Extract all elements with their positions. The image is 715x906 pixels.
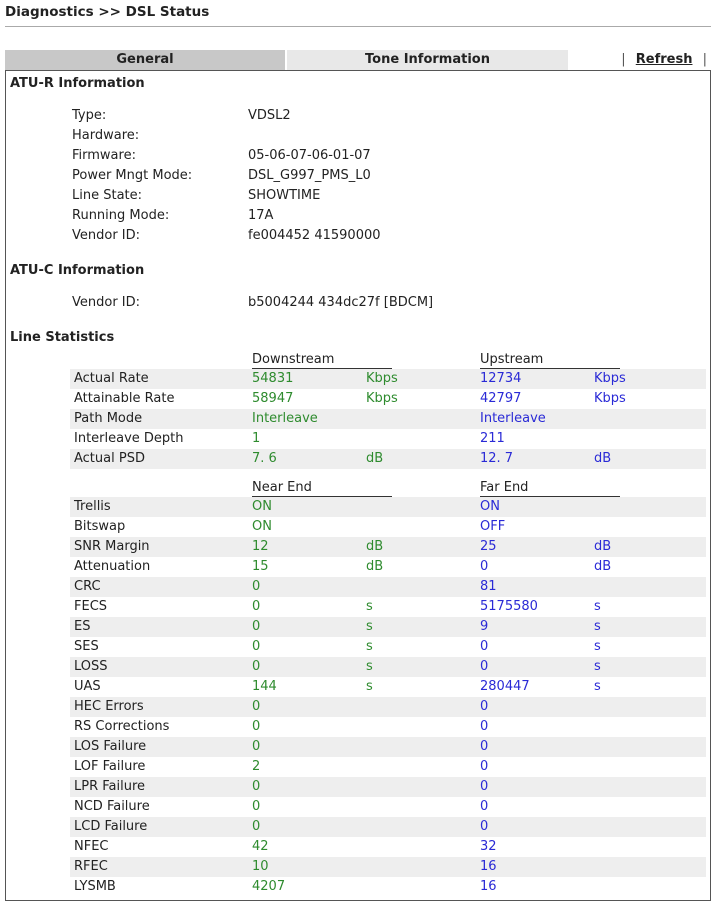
stat-label: NCD Failure — [74, 799, 150, 814]
title-divider — [5, 26, 711, 27]
near-unit: Kbps — [366, 371, 398, 386]
stat-row-attenuation — [70, 557, 706, 577]
far-value: OFF — [480, 519, 506, 534]
stat-label: SNR Margin — [74, 539, 150, 554]
far-unit: s — [594, 599, 601, 614]
far-value: 0 — [480, 659, 489, 674]
line-statistics-section-title: Line Statistics — [10, 330, 115, 345]
upstream-header: Upstream — [480, 352, 620, 369]
downstream-upstream-header — [6, 352, 706, 368]
atu-r-type-row — [6, 106, 706, 126]
near-unit: dB — [366, 539, 384, 554]
stat-row-actual-rate — [70, 369, 706, 389]
stat-row-uas — [70, 677, 706, 697]
info-label: Line State: — [72, 188, 143, 203]
far-value: Interleave — [480, 411, 546, 426]
far-unit: dB — [594, 539, 612, 554]
near-unit: s — [366, 659, 373, 674]
atu-r-line-state-row — [6, 186, 706, 206]
stat-label: Attenuation — [74, 559, 151, 574]
near-value: 0 — [252, 819, 261, 834]
near-value: 12 — [252, 539, 269, 554]
tab-general[interactable]: General — [5, 50, 285, 70]
far-value: 0 — [480, 819, 489, 834]
far-value: ON — [480, 499, 500, 514]
stat-label: NFEC — [74, 839, 109, 854]
far-value: 81 — [480, 579, 497, 594]
stat-label: UAS — [74, 679, 101, 694]
downstream-header: Downstream — [252, 352, 392, 369]
page-title: Diagnostics >> DSL Status — [5, 4, 210, 20]
info-value: VDSL2 — [248, 108, 291, 123]
stat-label: Actual PSD — [74, 451, 145, 466]
near-value: 0 — [252, 619, 261, 634]
far-value: 32 — [480, 839, 497, 854]
far-unit: Kbps — [594, 371, 626, 386]
tab-bar — [5, 50, 711, 70]
stat-label: RS Corrections — [74, 719, 170, 734]
far-value: 0 — [480, 559, 489, 574]
near-value: 0 — [252, 779, 261, 794]
far-unit: s — [594, 619, 601, 634]
info-value: SHOWTIME — [248, 188, 321, 203]
near-value: 0 — [252, 579, 261, 594]
far-value: 211 — [480, 431, 505, 446]
separator-left: | — [621, 52, 626, 67]
info-value: 17A — [248, 208, 274, 223]
stat-row-path-mode — [70, 409, 706, 429]
near-unit: dB — [366, 451, 384, 466]
stat-row-snr-margin — [70, 537, 706, 557]
far-value: 42797 — [480, 391, 522, 406]
near-unit: s — [366, 619, 373, 634]
near-unit: s — [366, 679, 373, 694]
stat-row-bitswap — [70, 517, 706, 537]
info-label: Firmware: — [72, 148, 136, 163]
far-value: 16 — [480, 859, 497, 874]
stat-label: LPR Failure — [74, 779, 146, 794]
separator-right: | — [702, 52, 707, 67]
stat-label: RFEC — [74, 859, 108, 874]
near-value: 4207 — [252, 879, 286, 894]
near-value: 15 — [252, 559, 269, 574]
info-value: b5004244 434dc27f [BDCM] — [248, 295, 434, 310]
near-value: 42 — [252, 839, 269, 854]
stat-label: Interleave Depth — [74, 431, 184, 446]
near-value: ON — [252, 499, 272, 514]
far-unit: Kbps — [594, 391, 626, 406]
stat-label: Actual Rate — [74, 371, 149, 386]
stat-label: FECS — [74, 599, 108, 614]
stat-row-actual-psd — [70, 449, 706, 469]
stat-row-rfec — [70, 857, 706, 877]
atu-c-vendor-id-row — [6, 293, 706, 313]
near-unit: s — [366, 599, 373, 614]
near-value: 0 — [252, 799, 261, 814]
far-value: 0 — [480, 799, 489, 814]
info-label: Type: — [72, 108, 107, 123]
stat-row-nfec — [70, 837, 706, 857]
stat-label: Path Mode — [74, 411, 143, 426]
far-value: 12734 — [480, 371, 522, 386]
stat-label: HEC Errors — [74, 699, 144, 714]
far-value: 16 — [480, 879, 497, 894]
stat-row-lof-failure — [70, 757, 706, 777]
info-label: Vendor ID: — [72, 295, 141, 310]
near-unit: dB — [366, 559, 384, 574]
far-unit: dB — [594, 451, 612, 466]
far-value: 0 — [480, 739, 489, 754]
stat-label: Attainable Rate — [74, 391, 175, 406]
near-value: 0 — [252, 699, 261, 714]
stat-label: SES — [74, 639, 99, 654]
atu-c-section-title: ATU-C Information — [10, 263, 145, 278]
stat-label: LOS Failure — [74, 739, 147, 754]
stat-row-trellis — [70, 497, 706, 517]
near-far-end-header — [6, 480, 706, 496]
far-value: 25 — [480, 539, 497, 554]
far-value: 12. 7 — [480, 451, 514, 466]
far-unit: s — [594, 659, 601, 674]
stat-label: LYSMB — [74, 879, 116, 894]
stat-row-los-failure — [70, 737, 706, 757]
atu-r-firmware-row — [6, 146, 706, 166]
far-unit: s — [594, 639, 601, 654]
far-unit: dB — [594, 559, 612, 574]
info-value: fe004452 41590000 — [248, 228, 381, 243]
near-value: Interleave — [252, 411, 318, 426]
stat-row-hec-errors — [70, 697, 706, 717]
near-value: ON — [252, 519, 272, 534]
near-value: 2 — [252, 759, 261, 774]
near-value: 1 — [252, 431, 261, 446]
stat-row-interleave-depth — [70, 429, 706, 449]
atu-r-running-mode-row — [6, 206, 706, 226]
near-value: 0 — [252, 719, 261, 734]
far-value: 5175580 — [480, 599, 538, 614]
stat-label: LCD Failure — [74, 819, 148, 834]
near-end-header: Near End — [252, 480, 392, 497]
far-value: 0 — [480, 759, 489, 774]
stat-label: LOF Failure — [74, 759, 146, 774]
far-value: 9 — [480, 619, 489, 634]
atu-r-vendor-id-row — [6, 226, 706, 246]
near-value: 7. 6 — [252, 451, 277, 466]
near-value: 58947 — [252, 391, 294, 406]
stat-label: ES — [74, 619, 91, 634]
stat-label: CRC — [74, 579, 101, 594]
near-value: 0 — [252, 739, 261, 754]
stat-row-lysmb — [70, 877, 706, 897]
tab-tone-information[interactable]: Tone Information — [287, 50, 568, 70]
atu-r-section-title: ATU-R Information — [10, 76, 145, 91]
stat-row-lcd-failure — [70, 817, 706, 837]
stat-row-es — [70, 617, 706, 637]
stat-label: Bitswap — [74, 519, 126, 534]
stat-row-fecs — [70, 597, 706, 617]
stat-row-ses — [70, 637, 706, 657]
refresh-area — [621, 50, 707, 70]
far-end-header: Far End — [480, 480, 620, 497]
stat-row-loss — [70, 657, 706, 677]
stat-label: Trellis — [74, 499, 111, 514]
stat-row-attainable-rate — [70, 389, 706, 409]
near-value: 54831 — [252, 371, 294, 386]
near-value: 10 — [252, 859, 269, 874]
stat-label: LOSS — [74, 659, 108, 674]
near-value: 0 — [252, 639, 261, 654]
near-unit: s — [366, 639, 373, 654]
info-label: Vendor ID: — [72, 228, 141, 243]
dsl-status-panel — [5, 70, 711, 901]
info-value: DSL_G997_PMS_L0 — [248, 168, 371, 183]
stat-row-lpr-failure — [70, 777, 706, 797]
far-value: 0 — [480, 699, 489, 714]
far-value: 0 — [480, 719, 489, 734]
stat-row-crc — [70, 577, 706, 597]
stat-row-rs-corrections — [70, 717, 706, 737]
near-value: 144 — [252, 679, 277, 694]
near-unit: Kbps — [366, 391, 398, 406]
info-value: 05-06-07-06-01-07 — [248, 148, 371, 163]
atu-r-power-mode-row — [6, 166, 706, 186]
refresh-link[interactable]: Refresh — [635, 52, 693, 67]
near-value: 0 — [252, 659, 261, 674]
far-unit: s — [594, 679, 601, 694]
atu-r-hardware-row — [6, 126, 706, 146]
near-value: 0 — [252, 599, 261, 614]
far-value: 280447 — [480, 679, 530, 694]
far-value: 0 — [480, 639, 489, 654]
info-label: Hardware: — [72, 128, 140, 143]
info-label: Running Mode: — [72, 208, 170, 223]
info-label: Power Mngt Mode: — [72, 168, 193, 183]
stat-row-ncd-failure — [70, 797, 706, 817]
far-value: 0 — [480, 779, 489, 794]
